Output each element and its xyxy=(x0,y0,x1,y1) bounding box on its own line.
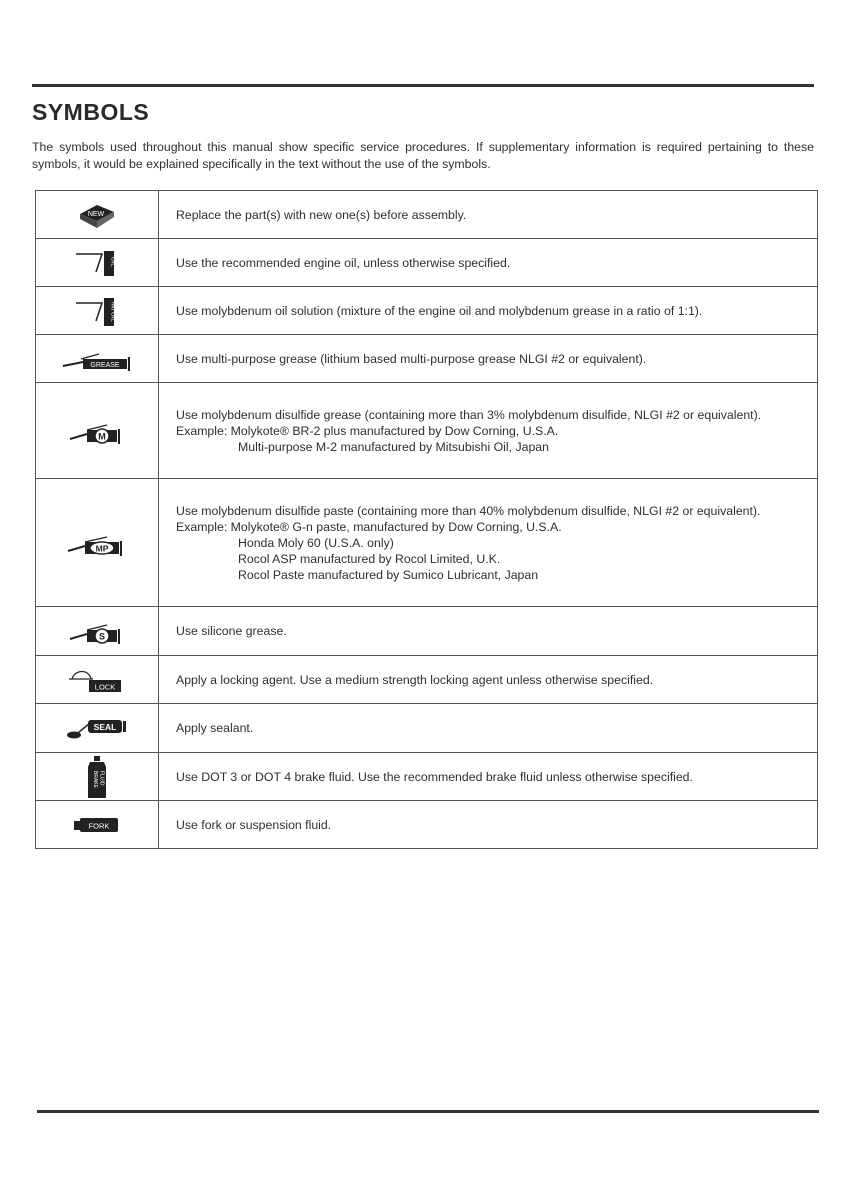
symbol-row-moly-paste xyxy=(36,479,818,607)
icon-cell xyxy=(36,287,159,335)
bottom-rule xyxy=(37,1110,819,1113)
svg-text:FLUID: FLUID xyxy=(98,770,105,785)
svg-text:SEAL: SEAL xyxy=(93,722,117,732)
engine-oil-icon xyxy=(70,246,124,280)
symbol-description: Use molybdenum disulfide paste (containing more than 40% molybdenum disulfide, NLGI #2 or equivalent). Example: Molykote® G-n paste, manufactured by Dow Corning, U.S.A. Honda Moly 60 (U.S.A. only) Rocol ASP manufactured by Rocol Limited, U.K. Rocol Paste manufactured by Sumico Lubricant, Japan xyxy=(159,479,818,607)
intro-paragraph: The symbols used throughout this manual show specific service procedures. If supplementary information is required pertaining to these symbols, it would be explained specifically in the text without the use of the symbols. xyxy=(32,140,814,171)
symbol-description: Use molybdenum oil solution (mixture of the engine oil and molybdenum grease in a ratio of 1:1). xyxy=(159,287,818,335)
molybdenum-oil-icon xyxy=(70,293,124,329)
icon-cell xyxy=(36,753,159,801)
symbol-description: Use multi-purpose grease (lithium based multi-purpose grease NLGI #2 or equivalent). xyxy=(159,335,818,383)
fork-fluid-icon xyxy=(72,815,122,835)
symbol-row-mo-oil xyxy=(36,287,818,335)
symbol-description: Apply sealant. xyxy=(159,704,818,753)
symbol-row-grease xyxy=(36,335,818,383)
symbol-row-oil xyxy=(36,239,818,287)
grease-icon xyxy=(59,347,135,371)
icon-cell xyxy=(36,656,159,704)
symbol-row-lock xyxy=(36,656,818,704)
svg-text:OIL: OIL xyxy=(109,256,116,267)
icon-cell xyxy=(36,239,159,287)
symbol-row-seal xyxy=(36,704,818,753)
svg-text:NEW: NEW xyxy=(87,210,105,218)
locking-agent-icon xyxy=(67,665,127,695)
svg-text:S: S xyxy=(98,631,106,642)
symbols-table xyxy=(35,190,818,849)
page-title: SYMBOLS xyxy=(32,99,150,125)
silicone-grease-icon xyxy=(67,617,127,645)
svg-text:LOCK: LOCK xyxy=(94,682,116,691)
top-rule xyxy=(32,84,814,87)
icon-cell xyxy=(36,607,159,656)
icon-cell xyxy=(36,704,159,753)
svg-text:MP: MP xyxy=(95,543,109,553)
symbol-row-brake-fluid xyxy=(36,753,818,801)
svg-text:FORK: FORK xyxy=(88,821,110,830)
icon-cell xyxy=(36,479,159,607)
symbol-description: Replace the part(s) with new one(s) before assembly. xyxy=(159,191,818,239)
symbol-description: Use fork or suspension fluid. xyxy=(159,801,818,849)
symbol-row-fork xyxy=(36,801,818,849)
icon-cell xyxy=(36,801,159,849)
molybdenum-paste-icon xyxy=(65,529,129,557)
brake-fluid-icon xyxy=(85,755,109,799)
symbol-description: Use silicone grease. xyxy=(159,607,818,656)
symbol-description: Use DOT 3 or DOT 4 brake fluid. Use the recommended brake fluid unless otherwise specified. xyxy=(159,753,818,801)
svg-text:GREASE: GREASE xyxy=(90,361,120,369)
icon-cell xyxy=(36,335,159,383)
svg-text:M: M xyxy=(98,431,106,441)
symbol-row-silicone xyxy=(36,607,818,656)
symbol-description: Apply a locking agent. Use a medium strength locking agent unless otherwise specified. xyxy=(159,656,818,704)
icon-cell xyxy=(36,191,159,239)
symbol-description: Use the recommended engine oil, unless otherwise specified. xyxy=(159,239,818,287)
molybdenum-grease-icon xyxy=(67,417,127,445)
symbol-row-moly-grease xyxy=(36,383,818,479)
svg-text:BRAKE: BRAKE xyxy=(92,770,98,788)
sealant-icon xyxy=(64,713,130,743)
new-part-icon xyxy=(75,200,119,230)
svg-text:Mo OIL: Mo OIL xyxy=(109,301,116,322)
symbol-description: Use molybdenum disulfide grease (containing more than 3% molybdenum disulfide, NLGI #2 or equivalent). Example: Molykote® BR-2 plus manufactured by Dow Corning, U.S.A. Multi-purpose M-2 manufactured by Mitsubishi Oil, Japan xyxy=(159,383,818,479)
symbol-row-new xyxy=(36,191,818,239)
icon-cell xyxy=(36,383,159,479)
